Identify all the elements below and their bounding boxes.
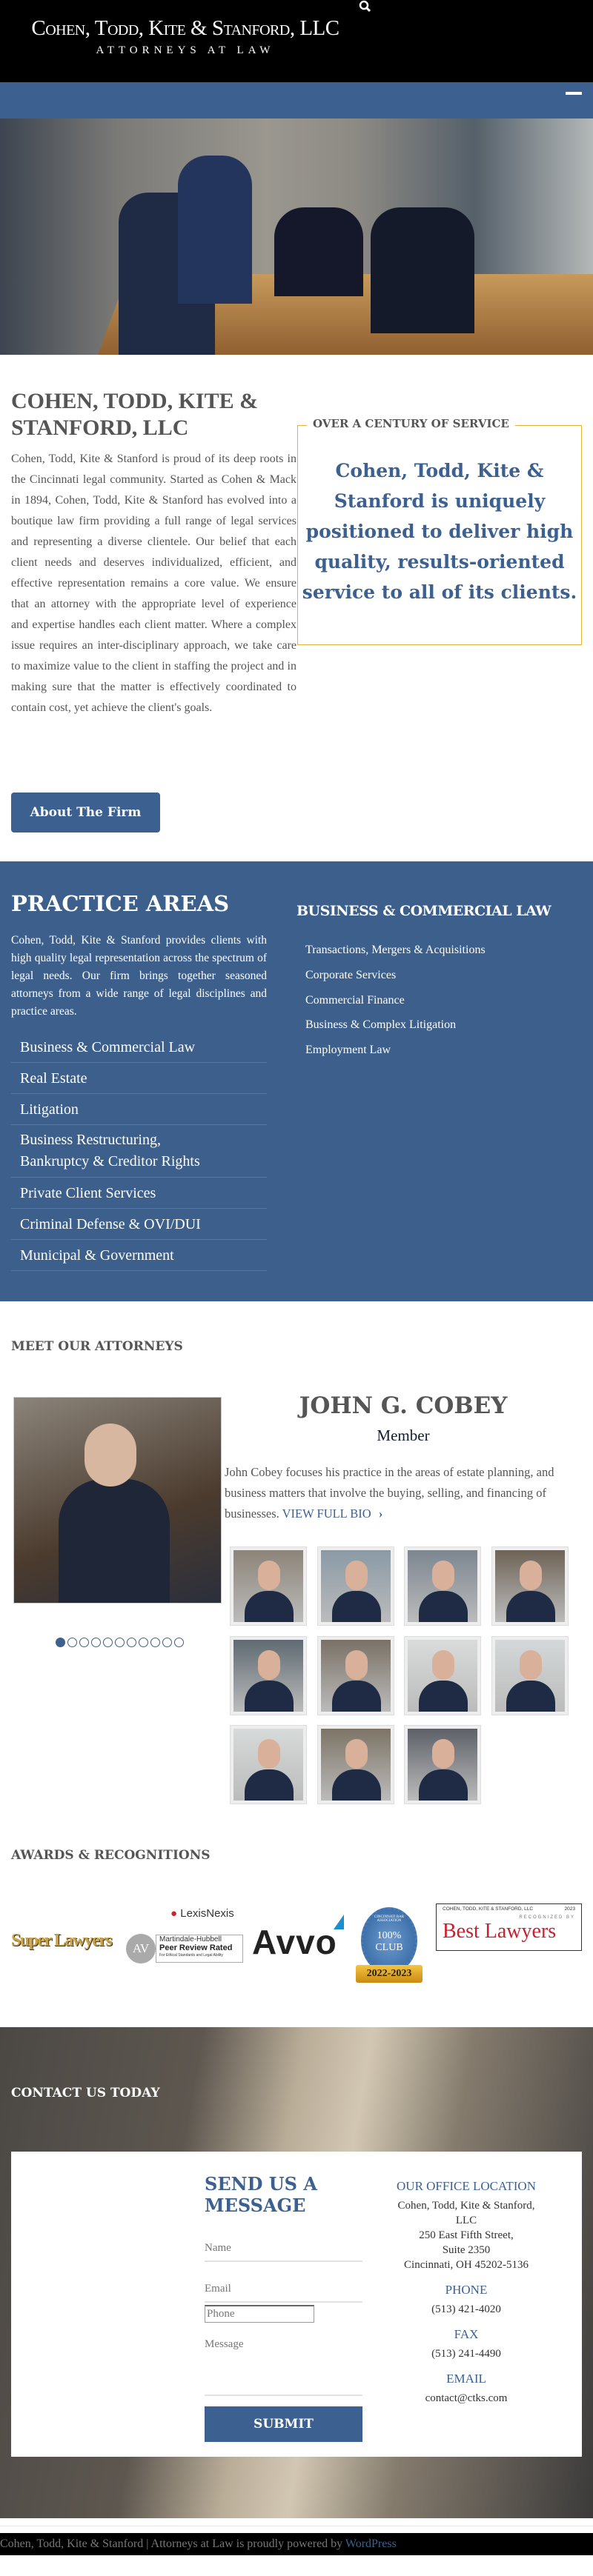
carousel-dot[interactable] — [79, 1638, 89, 1647]
peer-review-sub: For Ethical Standards and Legal Ability — [159, 1953, 223, 1958]
name-input[interactable] — [205, 2235, 362, 2262]
hamburger-icon[interactable] — [566, 92, 582, 95]
attorney-photo — [495, 1550, 565, 1622]
martindale-av-logo — [126, 1907, 245, 1985]
lexis-text: LexisNexis — [180, 1907, 234, 1920]
attorneys-title: MEET OUR ATTORNEYS — [11, 1339, 183, 1354]
carousel-dot[interactable] — [103, 1638, 113, 1647]
sub-practice-item[interactable]: Commercial Finance — [305, 993, 405, 1007]
attorney-thumbnail[interactable] — [317, 1546, 394, 1626]
attorney-photo — [321, 1729, 391, 1801]
practice-area-item[interactable]: Private Client Services — [11, 1178, 267, 1209]
attorney-thumbnail[interactable] — [230, 1636, 307, 1715]
address-line: Suite 2350 — [442, 2244, 491, 2256]
footer-text: Cohen, Todd, Kite & Stanford | Attorneys at Law is proudly powered by — [0, 2537, 345, 2550]
attorney-thumbnail[interactable] — [230, 1546, 307, 1626]
peer-review-text: Peer Review Rated — [159, 1943, 233, 1952]
carousel-dot[interactable] — [162, 1638, 172, 1647]
office-info — [362, 2179, 570, 2416]
selected-practice-title: BUSINESS & COMMERCIAL LAW — [296, 903, 551, 919]
attorney-photo — [233, 1729, 303, 1801]
featured-attorney-photo — [13, 1397, 222, 1604]
message-textarea[interactable] — [205, 2335, 362, 2396]
fax-number: (513) 241-4490 — [431, 2348, 501, 2360]
avvo-logo — [252, 1922, 356, 1966]
carousel-dot[interactable] — [115, 1638, 125, 1647]
attorney-thumbnail[interactable] — [491, 1546, 569, 1626]
carousel-dot[interactable] — [174, 1638, 184, 1647]
site-footer — [0, 2533, 593, 2555]
martindale-text: Martindale-Hubbell — [159, 1935, 222, 1943]
carousel-dots — [56, 1638, 184, 1647]
wordpress-link[interactable]: WordPress — [345, 2537, 397, 2550]
club-years: 2022-2023 — [356, 1965, 423, 1983]
carousel-dot[interactable] — [127, 1638, 136, 1647]
practice-areas-title: PRACTICE AREAS — [11, 891, 230, 916]
attorney-photo — [233, 1640, 303, 1712]
practice-area-item[interactable]: Litigation — [11, 1094, 267, 1125]
recognized-by: RECOGNIZED BY — [519, 1915, 575, 1920]
address-line: Cohen, Todd, Kite & Stanford, LLC — [397, 2200, 535, 2226]
attorney-thumbnail[interactable] — [404, 1725, 481, 1804]
featured-attorney-role: Member — [377, 1427, 430, 1444]
practice-area-item[interactable]: Business & Commercial Law — [11, 1032, 267, 1063]
century-box-quote: Cohen, Todd, Kite & Stanford is uniquely positioned to deliver high quality, results-oriented service to all of its clients. — [302, 460, 577, 603]
carousel-dot[interactable] — [67, 1638, 77, 1647]
phone-heading: PHONE — [445, 2283, 488, 2297]
carousel-dot[interactable] — [56, 1638, 65, 1647]
lexisnexis-icon: ● — [170, 1907, 178, 1920]
attorney-thumbnail[interactable] — [230, 1725, 307, 1804]
intro-body: Cohen, Todd, Kite & Stanford is proud of its deep roots in the Cincinnati legal community. Started as Cohen & Mack in 1894, Cohen, Todd, Kite & Stanford has evolved into a boutique law firm providing a full range of legal services and representing a diverse clientele. Our belief that each client needs and deserves individualized, efficient, and effective representation remains a core value. We ensure that an attorney with the appropriate level of experience and expertise handles each client matter. Where a complex issue requires an inter-disciplinary approach, we take care to maximize value to the client in staffing the project and in making sure that the matter is effectively coordinated to contain cost, yet achieve the client's goals. — [11, 453, 296, 714]
nav-bar — [0, 82, 593, 119]
view-full-bio-link[interactable] — [282, 1506, 383, 1521]
avvo-text: Avvo — [252, 1923, 337, 1961]
intro-title: COHEN, TODD, KITE & STANFORD, LLC — [11, 389, 259, 440]
practice-area-item[interactable]: Business Restructuring, Bankruptcy & Creditor Rights — [11, 1125, 267, 1178]
super-lawyers-logo: Super Lawyers — [11, 1931, 112, 1950]
attorney-photo — [408, 1640, 477, 1712]
featured-attorney-name: JOHN G. COBEY — [299, 1392, 508, 1419]
attorney-thumbnail[interactable] — [317, 1636, 394, 1715]
fax-heading: FAX — [454, 2327, 479, 2341]
best-year: 2023 — [564, 1906, 575, 1912]
site-header — [0, 0, 593, 82]
attorney-photo — [408, 1729, 477, 1801]
best-firm-text: COHEN, TODD, KITE & STANFORD, LLC — [443, 1906, 534, 1912]
cba-100-club-seal — [356, 1907, 423, 1996]
logo-firm-name[interactable]: Cohen, Todd, Kite & Stanford, LLC — [31, 16, 339, 40]
hero-image-partners — [0, 119, 593, 355]
attorney-thumbnail[interactable] — [491, 1636, 569, 1715]
view-full-bio-label: VIEW FULL BIO — [282, 1506, 371, 1521]
awards-title: AWARDS & RECOGNITIONS — [11, 1848, 211, 1863]
club-text: 100% CLUB — [375, 1930, 403, 1953]
attorney-photo — [233, 1550, 303, 1622]
phone-number[interactable]: (513) 421-4020 — [431, 2303, 501, 2315]
practice-areas-list — [11, 1032, 267, 1271]
office-heading: OUR OFFICE LOCATION — [397, 2179, 536, 2193]
submit-button[interactable]: SUBMIT — [205, 2406, 362, 2442]
carousel-dot[interactable] — [91, 1638, 101, 1647]
email-input[interactable] — [205, 2276, 362, 2303]
contact-title: CONTACT US TODAY — [11, 2086, 160, 2100]
bio-text: John Cobey focuses his practice in the areas of estate planning, and business matters that involve the buying, selling, and financing of businesses. — [225, 1465, 554, 1521]
attorney-photo — [495, 1640, 565, 1712]
sub-practice-item[interactable]: Transactions, Mergers & Acquisitions — [305, 944, 486, 956]
practice-area-item[interactable]: Real Estate — [11, 1063, 267, 1094]
phone-input[interactable] — [205, 2305, 314, 2323]
address-line: 250 East Fifth Street, — [419, 2229, 514, 2241]
practice-areas-body: Cohen, Todd, Kite & Stanford provides clients with high quality legal representation across the spectrum of legal needs. Our firm brings together seasoned attorneys from a wide range of legal disciplines and practice areas. — [11, 934, 267, 1018]
century-box-title: OVER A CENTURY OF SERVICE — [307, 417, 515, 430]
best-lawyers-text: Best Lawyers — [443, 1920, 557, 1943]
sub-practice-item[interactable]: Business & Complex Litigation — [305, 1018, 457, 1032]
logo-tagline: ATTORNEYS AT LAW — [96, 44, 275, 56]
sub-practice-list — [305, 938, 486, 1063]
sub-practice-item[interactable]: Employment Law — [305, 1044, 391, 1057]
sub-practice-item[interactable]: Corporate Services — [305, 968, 397, 981]
attorney-photo — [321, 1550, 391, 1622]
best-lawyers-logo — [436, 1903, 582, 1951]
attorney-thumbnail[interactable] — [404, 1546, 481, 1626]
carousel-dot[interactable] — [139, 1638, 148, 1647]
practice-area-item[interactable]: Municipal & Government — [11, 1240, 267, 1271]
attorney-thumbnail[interactable] — [404, 1636, 481, 1715]
attorney-thumbnail[interactable] — [317, 1725, 394, 1804]
attorney-photo — [408, 1550, 477, 1622]
about-the-firm-button[interactable]: About The Firm — [11, 793, 160, 832]
featured-attorney-bio — [225, 1462, 582, 1524]
practice-area-item[interactable]: Criminal Defense & OVI/DUI — [11, 1209, 267, 1240]
cba-text: CINCINNATI BAR ASSOCIATION — [374, 1915, 405, 1923]
chevron-right-icon: › — [378, 1506, 383, 1521]
send-message-title: SEND US A MESSAGE — [205, 2173, 317, 2216]
search-icon[interactable] — [359, 0, 372, 13]
av-badge: AV — [126, 1934, 156, 1963]
email-address[interactable]: contact@ctks.com — [425, 2392, 508, 2404]
carousel-dot[interactable] — [150, 1638, 160, 1647]
office-address — [362, 2198, 570, 2272]
avvo-arrow-icon — [334, 1915, 344, 1929]
address-line: Cincinnati, OH 45202-5136 — [404, 2259, 529, 2271]
attorney-photo — [321, 1640, 391, 1712]
email-heading: EMAIL — [446, 2372, 486, 2386]
